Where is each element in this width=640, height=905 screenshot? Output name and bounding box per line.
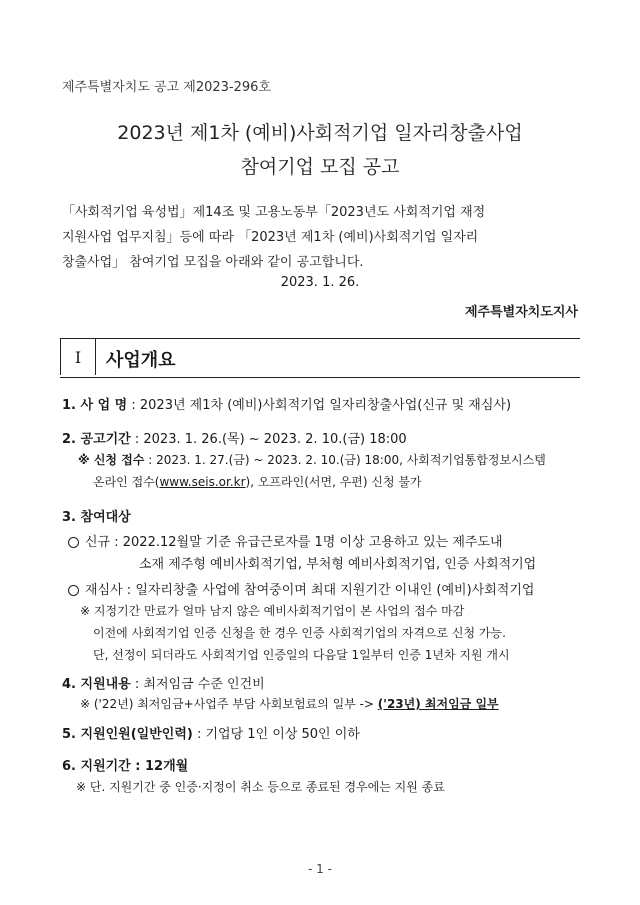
- target-reexam-line: 재심사 : 일자리창출 사업에 참여중이며 최대 지원기간 이내인 (예비)사회적기업: [85, 583, 535, 598]
- section-title: 사업개요: [106, 350, 176, 371]
- item-project-name: [62, 394, 511, 413]
- title-line-1: 2023년 제1차 (예비)사회적기업 일자리창출사업: [117, 122, 523, 144]
- target-note-2: 이전에 사회적기업 인증 신청을 한 경우 인증 사회적기업의 자격으로 신청 가능.: [93, 626, 506, 640]
- target-note-3: 단, 선정이 되더라도 사회적기업 인증일의 다음달 1일부터 인증 1년차 지원 개시: [93, 648, 510, 662]
- support-note-prefix: ※ ('22년) 최저임금+사업주 부담 사회보험료의 일부 ->: [80, 697, 378, 711]
- support-period-note: ※ 단. 지원기간 중 인증·지정이 취소 등으로 종료된 경우에는 지원 종료: [76, 780, 445, 794]
- target-new-line-1: 신규 : 2022.12월말 기준 유급근로자를 1명 이상 고용하고 있는 제주도내: [85, 535, 503, 550]
- target-note-1: ※ 지정기간 만료가 얼마 남지 않은 예비사회적기업이 본 사업의 접수 마감: [80, 604, 465, 618]
- target-new: [68, 531, 503, 550]
- issuing-agency: 제주특별자치도지사: [464, 305, 578, 320]
- item-5-text: : 기업당 1인 이상 50인 이하: [192, 727, 360, 742]
- application-period-note: [78, 451, 546, 468]
- section-roman-numeral: I: [60, 339, 96, 375]
- item-notice-period: [62, 428, 407, 447]
- title-line-2: 참여기업 모집 공고: [240, 156, 400, 178]
- support-content-note: [80, 695, 499, 712]
- item-support-personnel: [62, 723, 360, 742]
- circle-bullet-icon: [68, 537, 79, 548]
- target-reexam: [68, 579, 534, 598]
- offline-label: ), 오프라인(서면, 우편) 신청 불가: [245, 475, 422, 489]
- item-2-label: 2. 공고기간: [62, 432, 131, 447]
- item-1-text: : 2023년 제1차 (예비)사회적기업 일자리창출사업(신규 및 재심사): [127, 398, 512, 413]
- online-label: 온라인 접수(: [93, 475, 160, 489]
- circle-bullet-icon: [68, 585, 79, 596]
- section-header: [60, 338, 580, 378]
- item-3-label: 3. 참여대상: [62, 510, 131, 525]
- intro-line-2: 지원사업 업무지침」등에 따라 「2023년 제1차 (예비)사회적기업 일자리: [62, 230, 479, 245]
- item-5-label: 5. 지원인원(일반인력): [62, 727, 193, 742]
- item-6-label: 6. 지원기간 : 12개월: [62, 759, 189, 774]
- page-number: - 1 -: [308, 862, 332, 876]
- item-2-text: : 2023. 1. 26.(목) ~ 2023. 2. 10.(금) 18:00: [130, 432, 407, 447]
- intro-line-1: 「사회적기업 육성법」제14조 및 고용노동부「2023년도 사회적기업 재정: [62, 205, 486, 220]
- application-note-label: ※ 신청 접수: [78, 453, 145, 467]
- seis-link[interactable]: www.seis.or.kr: [159, 475, 246, 489]
- item-4-text: : 최저임금 수준 인건비: [130, 677, 265, 692]
- item-support-period: [62, 755, 188, 774]
- application-note-text: : 2023. 1. 27.(금) ~ 2023. 2. 10.(금) 18:00, 사회적기업통합정보시스템: [144, 453, 546, 467]
- item-target: [62, 506, 131, 525]
- target-new-line-2: 소재 제주형 예비사회적기업, 부처형 예비사회적기업, 인증 사회적기업: [139, 557, 537, 572]
- notice-date: 2023. 1. 26.: [280, 275, 360, 290]
- intro-line-3: 창출사업」 참여기업 모집을 아래와 같이 공고합니다.: [62, 255, 364, 270]
- support-note-emphasis: ('23년) 최저임금 일부: [377, 697, 499, 711]
- item-1-label: 1. 사 업 명: [62, 398, 128, 413]
- item-support-content: [62, 673, 265, 692]
- item-4-label: 4. 지원내용: [62, 677, 131, 692]
- notice-number: 제주특별자치도 공고 제2023-296호: [62, 80, 271, 95]
- application-method-note: [93, 473, 422, 490]
